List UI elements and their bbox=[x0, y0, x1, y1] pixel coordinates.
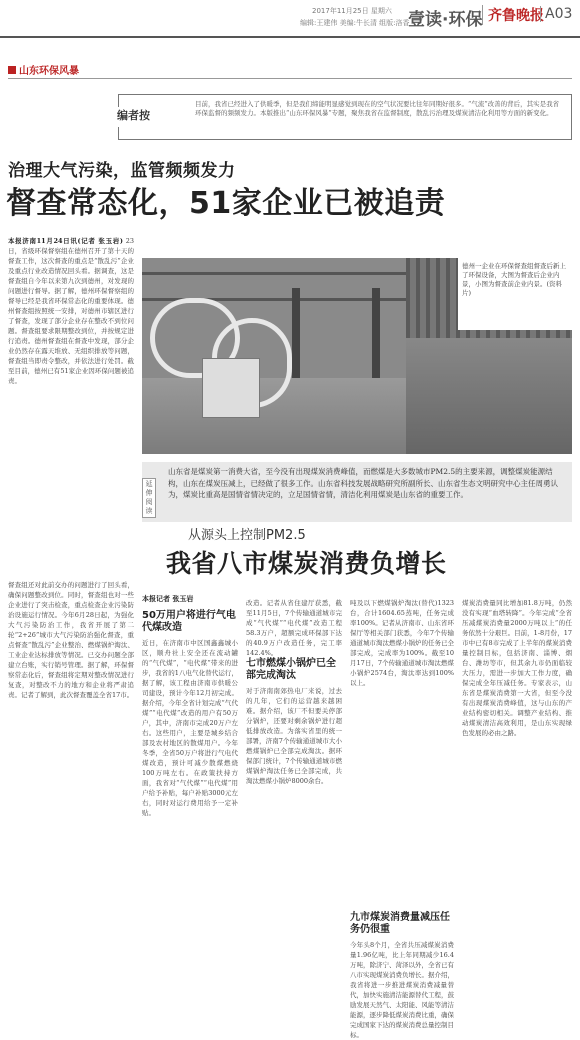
subhead-coal-reduction: 九市煤炭消费量减压任务仍很重 bbox=[350, 912, 450, 935]
article2-col-e bbox=[350, 940, 454, 1039]
section-title: 壹读·环保 bbox=[408, 10, 483, 30]
article2-col-f bbox=[462, 598, 572, 984]
sub-kicker: 从源头上控制PM2.5 bbox=[188, 528, 306, 543]
kicker: 治理大气污染，监管频频发力 bbox=[8, 161, 236, 181]
article2-col-b bbox=[246, 598, 342, 657]
subhead-gas-electric: 50万用户将进行气电代煤改造 bbox=[142, 610, 236, 633]
second-headline: 我省八市煤炭消费负增长 bbox=[166, 549, 447, 578]
background-label: 延伸阅读 bbox=[142, 478, 156, 518]
photo-caption: 德州一企业在环保督查组督查后新上了环保设备，大图为督查后企业内景，小图为督查前企业内景。(资料片) bbox=[462, 262, 566, 297]
article2-col-d-text: 吨及以下燃煤锅炉淘汰(替代)1323台，合计1604.65蒸吨，任务完成率100%。记者从济南市、山东省环保厅等相关部门获悉，今年7个传输通道城市淘汰燃煤小锅炉的任务已全部完成，完成率为100%。截至10月17日，7个传输通道城市淘汰燃煤小锅炉2574台，淘汰率达到100%以上。 bbox=[350, 599, 454, 687]
article2-col-f-text: 煤炭消费量同比增加81.8万吨，仍然没有实现“血塔转降”。今年完成“全省压减煤炭消费量2000万吨以上”的任务依然十分艰巨。目前，1-8月份，17市中已有8市完成了上半年的煤炭消费量控制目标，包括济南、淄博、烟台、潍坊等市，但其余九市仍面临较大压力，需进一步加大工作力度，确保完成全年压减任务。专家表示，山东省是煤炭消费第一大省，但至今没有出现煤炭消费峰值，这与山东的产业结构密切相关。调整产业结构、推动煤炭清洁高效利用，是山东实现绿色发展的必由之路。 bbox=[462, 599, 572, 737]
article1-col1 bbox=[8, 236, 134, 576]
column-tag-label: 山东环保风暴 bbox=[19, 66, 79, 77]
divider bbox=[8, 78, 572, 79]
article2-col-e-text: 今年头8个月，全省共压减煤炭消费量1.96亿吨，比上年同期减少16.4万吨，除济宁、菏泽以外，全省已有八市实现煤炭消费负增长。据介绍，我省将进一步推进煤炭消费减量替代，加快实施清洁能源替代工程，鼓励发展天然气、太阳能、风能等清洁能源，逐步降低煤炭消费比重，确保完成国家下达的煤炭消费总量控制目标。 bbox=[350, 941, 454, 1039]
article2-col-d bbox=[350, 598, 454, 908]
article2-byline: 本报记者 张玉岩 bbox=[142, 594, 194, 603]
article1-byline: 本报济南11月24日讯(记者 张玉岩) bbox=[8, 237, 123, 245]
article2-col-b-text: 改造。记者从省住建厅获悉，截至11月5日，7个传输通道城市完成“气代煤”“电代煤”改造工程58.3万户，超额完成环保部下达的40.9万户改造任务，完工率142.4%。 bbox=[246, 599, 342, 657]
square-icon bbox=[8, 66, 16, 74]
newspaper-logo: 齐鲁晚报 bbox=[482, 5, 544, 25]
article2-col-a bbox=[142, 638, 238, 984]
article1-col2-text: 督查组还对此前交办的问题进行了回头看，确保问题整改到位。同时，督查组也对一些企业进行了突击检查，重点检查企业污染防治设施运行情况。今年6月28日起，为强化大气污染防治工作，我省开展了第二轮“2+26”城市大气污染防治强化督查，重点督查“散乱污”企业整治、燃煤锅炉淘汰、工业企业达标排放等情况。已交办问题全部建立台账，实行销号管理。据了解，环保督察常态化后，督查组将定期对整改情况进行复查，对整改不力的地方和企业将严肃追责。记者了解到，此次督查覆盖全省17市。 bbox=[8, 581, 134, 699]
article1-col2 bbox=[8, 580, 134, 980]
background-text: 山东省是煤炭第一消费大省，至今没有出现煤炭消费峰值，而燃煤是大多数城市PM2.5的主要来源，调整煤炭能源结构，山东在煤炭压减上，已经做了很多工作。山东省科技发展战略研究所副所长、山东省生态文明研究中心主任周勇认为，煤炭比重高是国情省情决定的，立足国情省情，清洁化利用煤炭是山东省的重要工作。 bbox=[168, 467, 558, 499]
masthead bbox=[0, 0, 580, 38]
main-headline: 督查常态化，51家企业已被追责 bbox=[6, 186, 446, 221]
page-number: A03 bbox=[540, 6, 572, 22]
article1-col1-text: 23日，省级环保督察组在德州召开了第十天的督查工作，这次督查的重点是“散乱污”企业及重点行业改造情况回头看。据调查，这是督查组自今年以来第九次到德州，对发现的问题进行督导。据了解，德州环保督察组的督导已经是我省环保常态化的重要体现。德州督查组按照统一安排，对德州市辖区进行了督查，发现了部分企业存在整改不到位问题。督查组要求限期整改到位，并按规定进行追责。德州督查组在督查中发现，部分企业仍然存在露天堆放、无组织排放等问题，督查组当即责令整改，并依法进行处罚。截至目前，德州已有51家企业因环保问题被追责。 bbox=[8, 237, 134, 385]
editor-note-label: 编者按 bbox=[117, 107, 163, 127]
photo-hall bbox=[406, 338, 572, 454]
subhead-small-boilers: 七市燃煤小锅炉已全部完成淘汰 bbox=[246, 658, 336, 681]
column-tag bbox=[8, 62, 79, 77]
photo-machine bbox=[202, 358, 260, 418]
article2-col-c bbox=[246, 686, 342, 984]
editor-note bbox=[118, 94, 572, 140]
article2-col-c-text: 对于济南南郊热电厂来说，过去的几年，它们的运营越来越困难。据介绍，该厂不但要关停部分锅炉，还要对剩余锅炉进行超低排放改造。为落实省里的统一部署，济南7个传输通道城市大小燃煤锅炉已全部完成淘汰。据环保部门统计，7个传输通道城市燃煤锅炉淘汰任务已全部完成，共淘汰燃煤小锅炉8000余台。 bbox=[246, 687, 342, 785]
editor-note-text: 目前，我省已经进入了供暖季，但是我们缔能明显感觉到现在的空气状况要比往年同期好很多。“气流”改善的背后，其实是我省环保监督的频频发力。本版推出“山东环保风暴”专题，聚焦我省在监督制度，散乱污治理及煤炭清洁化利用等方面的新变化。 bbox=[195, 100, 560, 117]
issue-date: 2017年11月25日 星期六 bbox=[312, 7, 392, 15]
editor-credits: 编辑:王建伟 美编:牛长清 组版:洛香 bbox=[300, 19, 410, 27]
photo-caption-box bbox=[458, 258, 572, 330]
article2-col-a-text: 近日，在济南市中区国鑫鑫城小区，顺舟社上安全还在流动罐的“气代煤”，“电代煤”带来的进步，我省的1八电气化替代运行，据了解，该工程由济南市供暖公司建设，预计今年12月初完成。据介绍，今年全省计划完成“气代煤”“电代煤”改造的用户有50万户，其中，济南市完成20万户左右。这些用户，主要是城乡结合部及农村地区的散煤用户。今年冬季，全省50万户将进行气电代煤改造，预计可减少散煤燃烧100万吨左右。在政策扶持方面，我省对“气代煤”“电代煤”用户给予补贴，每户补贴3000元左右，同时对运行费用给予一定补贴。 bbox=[142, 639, 238, 817]
